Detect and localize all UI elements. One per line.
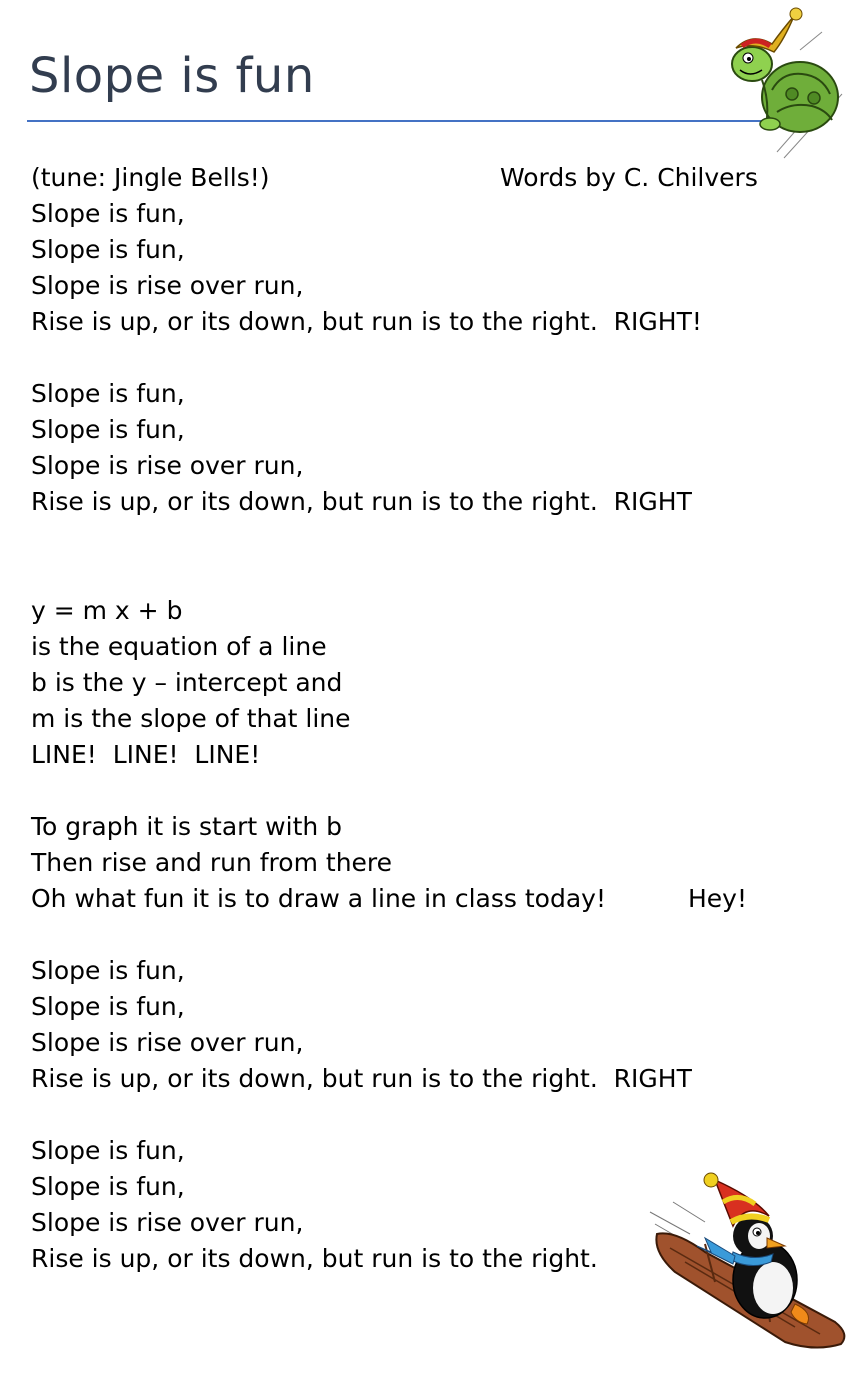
verse5-line-1: Slope is fun, (31, 956, 185, 985)
verse6-line-3: Slope is rise over run, (31, 1208, 304, 1237)
verse6-line-1: Slope is fun, (31, 1136, 185, 1165)
verse1-line-3: Slope is rise over run, (31, 271, 304, 300)
verse5-line-4: Rise is up, or its down, but run is to the right. RIGHT (31, 1064, 692, 1093)
verse2-line-4: Rise is up, or its down, but run is to the right. RIGHT (31, 487, 692, 516)
verse1-line-1: Slope is fun, (31, 199, 185, 228)
verse6-line-4: Rise is up, or its down, but run is to the right. (31, 1244, 598, 1273)
verse1-line-2: Slope is fun, (31, 235, 185, 264)
tune-line: (tune: Jingle Bells!) (31, 163, 270, 192)
verse4-line-2: Then rise and run from there (31, 848, 393, 877)
verse3-line-5: LINE! LINE! LINE! (31, 740, 261, 769)
verse4-line-3: Oh what fun it is to draw a line in class today! (31, 884, 606, 913)
verse2-line-3: Slope is rise over run, (31, 451, 304, 480)
turtle-icon (722, 2, 852, 160)
hey-text: Hey! (688, 884, 747, 913)
verse6-line-2: Slope is fun, (31, 1172, 185, 1201)
verse3-line-1: y = m x + b (31, 596, 183, 625)
verse3-line-4: m is the slope of that line (31, 704, 351, 733)
title-underline (27, 120, 767, 122)
verse4-line-1: To graph it is start with b (31, 812, 343, 841)
verse3-line-3: b is the y – intercept and (31, 668, 343, 697)
verse3-line-2: is the equation of a line (31, 632, 327, 661)
verse1-line-4: Rise is up, or its down, but run is to the right. RIGHT! (31, 307, 702, 336)
verse5-line-3: Slope is rise over run, (31, 1028, 304, 1057)
byline: Words by C. Chilvers (500, 163, 758, 192)
penguin-icon (645, 1172, 850, 1352)
page-title: Slope is fun (29, 48, 315, 104)
verse2-line-1: Slope is fun, (31, 379, 185, 408)
verse2-line-2: Slope is fun, (31, 415, 185, 444)
verse5-line-2: Slope is fun, (31, 992, 185, 1021)
